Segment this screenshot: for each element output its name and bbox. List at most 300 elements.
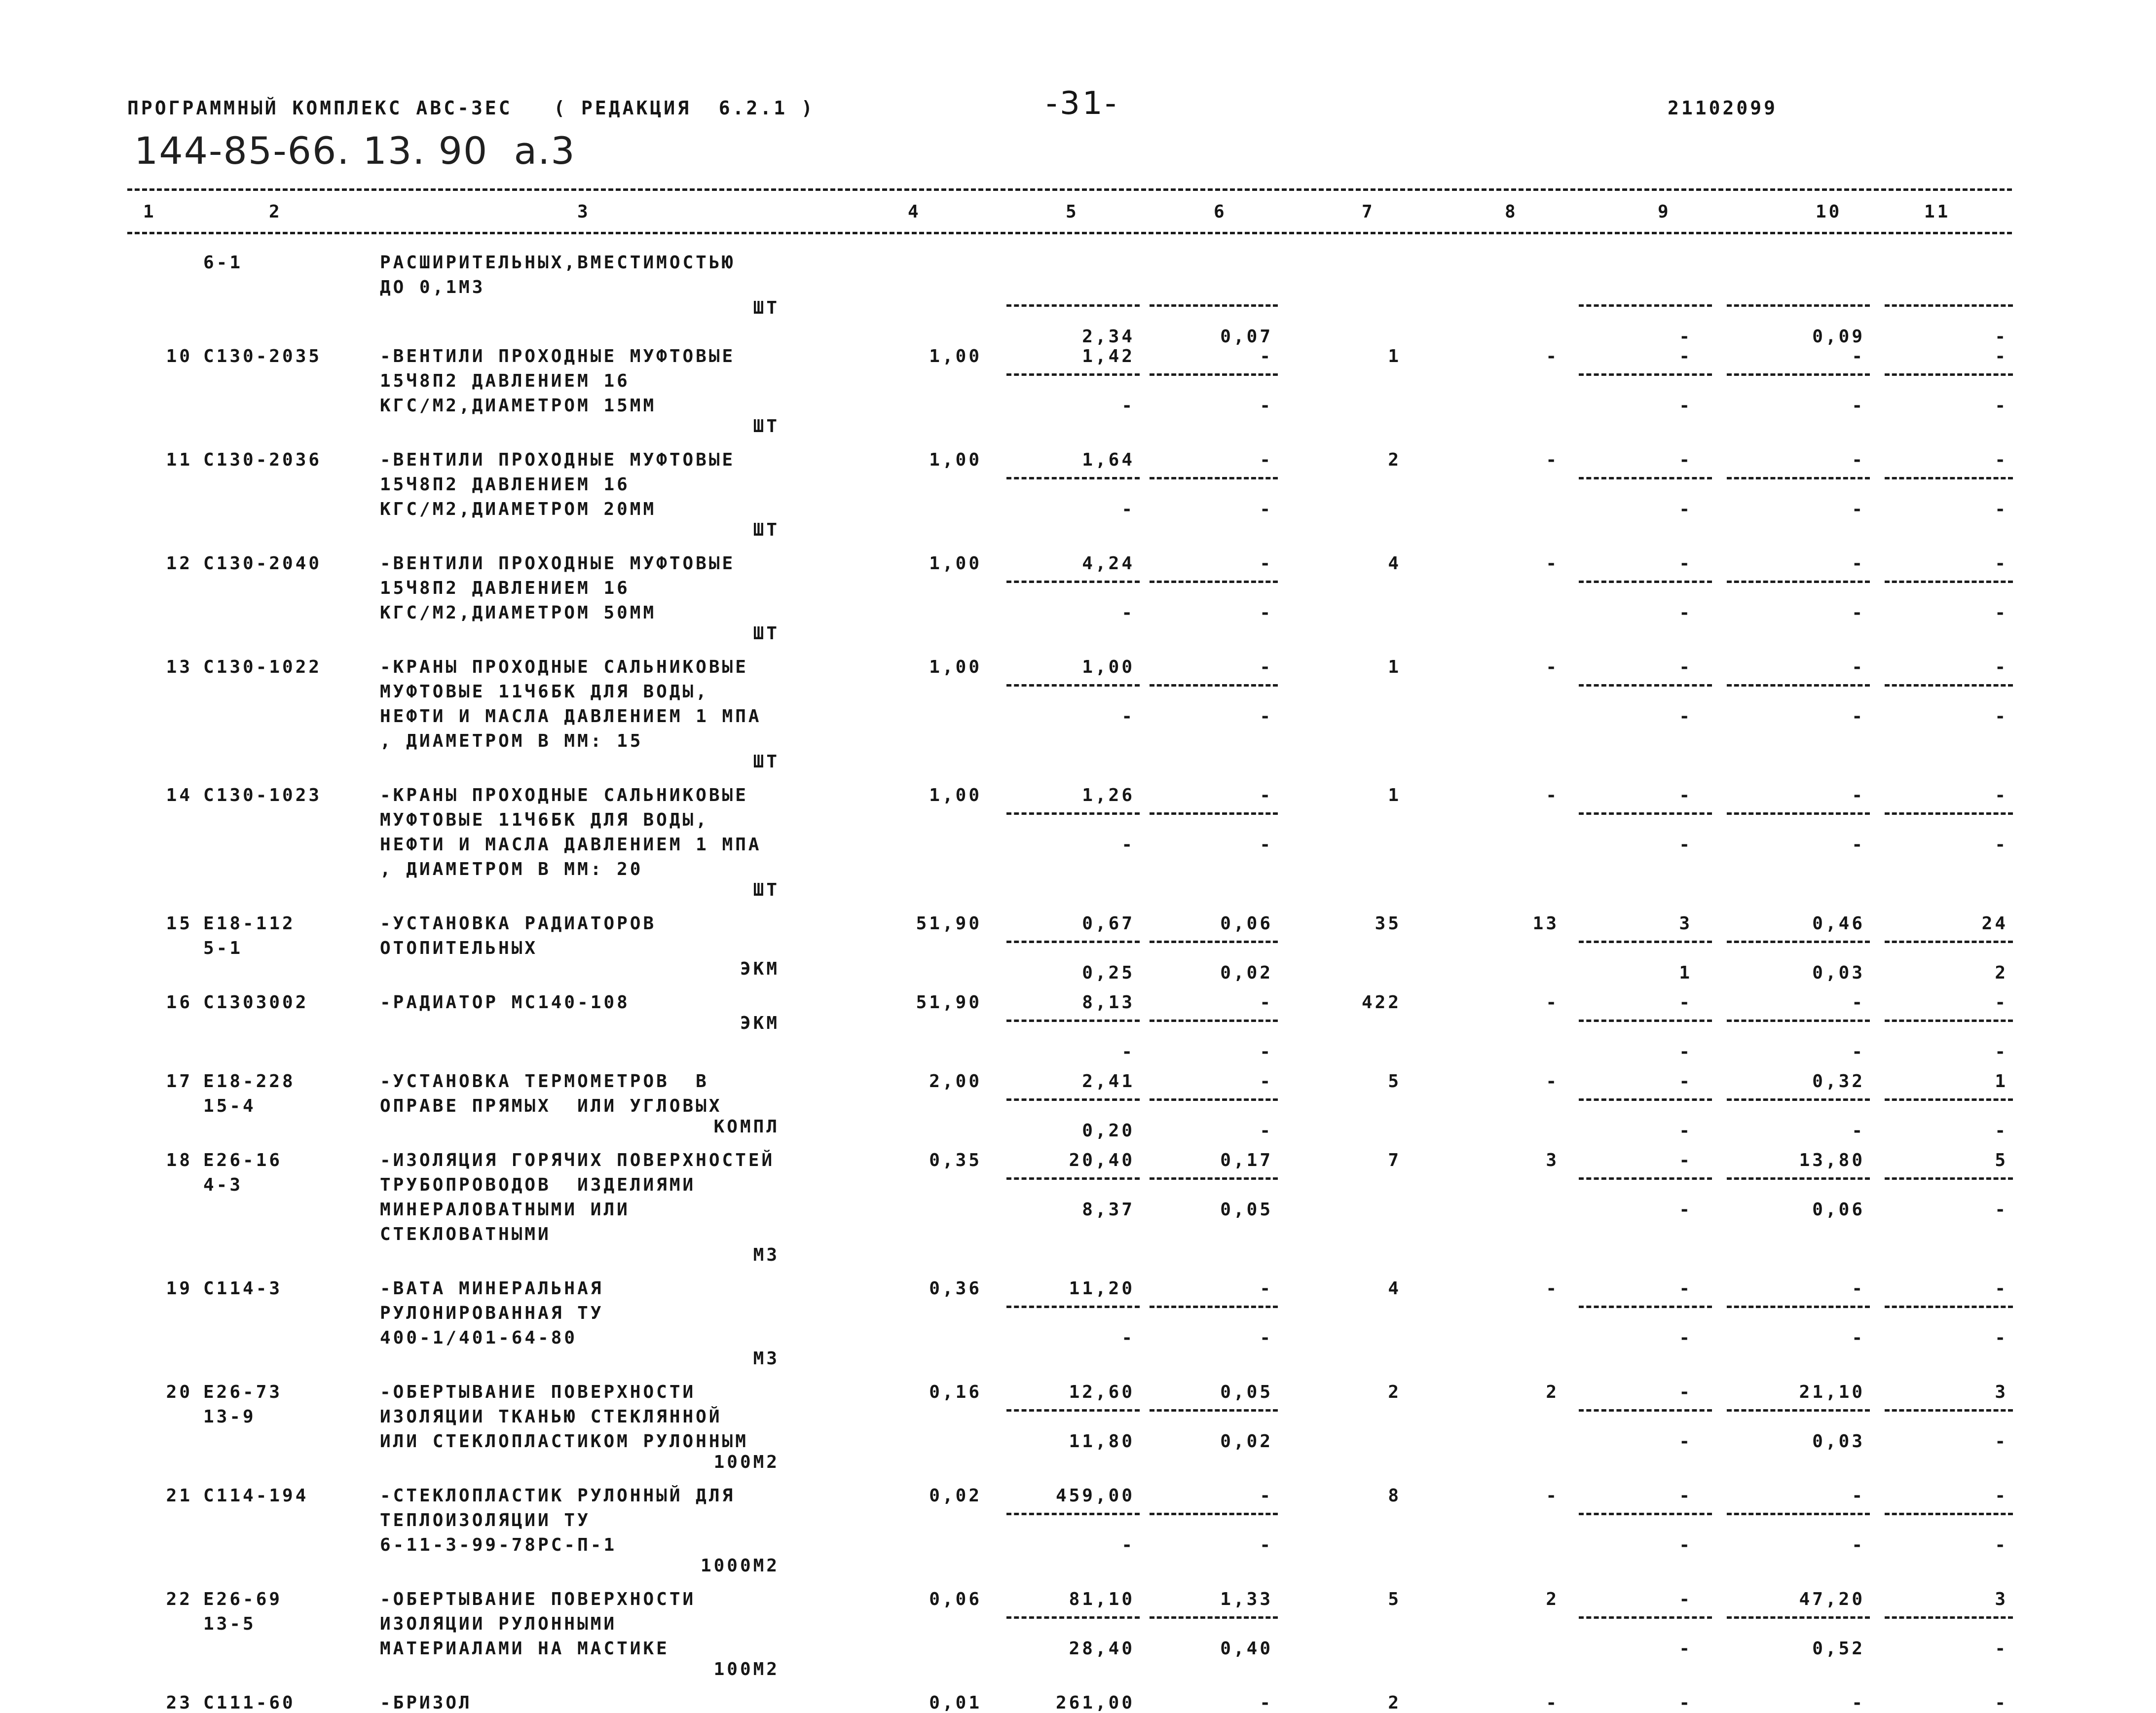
row-description-line: 15Ч8П2 ДАВЛЕНИЕМ 16 — [380, 371, 630, 391]
row-description-line: -КРАНЫ ПРОХОДНЫЕ САЛЬНИКОВЫЕ — [380, 785, 748, 805]
cell-divider — [1727, 812, 1870, 815]
labor-value: - — [1546, 553, 1559, 574]
cell-divider — [1150, 1020, 1278, 1022]
col11-bottom: 2 — [1995, 963, 2008, 983]
cell-divider — [1727, 1098, 1870, 1101]
cost-value-top: 4,24 — [1082, 553, 1135, 574]
col10-top: - — [1852, 992, 1865, 1013]
cell-divider — [1727, 373, 1870, 376]
qty-value: 1,00 — [929, 553, 982, 574]
cell-divider — [1885, 1177, 2013, 1180]
col9-bottom: - — [1679, 1535, 1692, 1555]
col9-bottom: - — [1679, 396, 1692, 416]
cell-divider — [1006, 684, 1140, 687]
row-code: С130-2035 — [203, 346, 322, 366]
row-description-line: ИЗОЛЯЦИИ ТКАНЬЮ СТЕКЛЯННОЙ — [380, 1407, 722, 1427]
cost-value-top: 11,20 — [1069, 1278, 1135, 1299]
total-value: 1 — [1388, 657, 1401, 677]
col10-top: 0,46 — [1812, 913, 1865, 934]
col10-bottom: - — [1852, 396, 1865, 416]
cost-machine-top: - — [1260, 1486, 1273, 1506]
col11-bottom: - — [1995, 327, 2008, 347]
column-header-11: 11 — [1924, 202, 1951, 222]
cell-divider — [1150, 1513, 1278, 1515]
cell-divider — [1006, 304, 1140, 307]
cell-divider — [1727, 1306, 1870, 1308]
col11-top: 5 — [1995, 1150, 2008, 1170]
col9-bottom: - — [1679, 1121, 1692, 1141]
cost-value-bottom: - — [1121, 603, 1135, 623]
row-code: Е26-73 — [203, 1382, 283, 1402]
qty-value: 1,00 — [929, 346, 982, 366]
row-description-line: МАТЕРИАЛАМИ НА МАСТИКЕ — [380, 1639, 669, 1659]
col11-top: - — [1995, 1486, 2008, 1506]
labor-value: 2 — [1546, 1382, 1559, 1402]
cost-machine-top: 0,05 — [1220, 1382, 1273, 1402]
cell-divider — [1150, 812, 1278, 815]
cost-value-top: 1,64 — [1082, 450, 1135, 470]
total-value: 1 — [1388, 346, 1401, 366]
col11-bottom: - — [1995, 1535, 2008, 1555]
row-description-line: -УСТАНОВКА РАДИАТОРОВ — [380, 913, 657, 934]
cell-divider — [1727, 581, 1870, 583]
cost-value-top: 20,40 — [1069, 1150, 1135, 1170]
cell-divider — [1579, 812, 1712, 815]
labor-value: 3 — [1546, 1150, 1559, 1170]
cost-machine-bottom: - — [1260, 1121, 1273, 1141]
total-value: 4 — [1388, 1278, 1401, 1299]
column-header-8: 8 — [1505, 202, 1518, 222]
row-code: С114-3 — [203, 1278, 283, 1299]
col10-top: - — [1852, 657, 1865, 677]
cell-divider — [1885, 941, 2013, 943]
row-description-line: 15Ч8П2 ДАВЛЕНИЕМ 16 — [380, 578, 630, 598]
cost-machine-top: - — [1260, 346, 1273, 366]
cell-divider — [1885, 1616, 2013, 1619]
col11-top: 1 — [1995, 1071, 2008, 1092]
row-code: Е26-69 — [203, 1589, 283, 1609]
cell-divider — [1006, 1513, 1140, 1515]
col9-top: - — [1679, 1589, 1692, 1609]
row-number: 16 — [166, 992, 192, 1013]
column-header-7: 7 — [1362, 202, 1375, 222]
row-code: 6-1 — [203, 253, 243, 273]
col9-bottom: - — [1679, 499, 1692, 519]
col10-top: - — [1852, 553, 1865, 574]
qty-value: 0,35 — [929, 1150, 982, 1170]
row-number: 22 — [166, 1589, 192, 1609]
cost-machine-bottom: - — [1260, 835, 1273, 855]
col11-bottom: - — [1995, 1431, 2008, 1452]
cell-divider — [1885, 477, 2013, 479]
col11-bottom: - — [1995, 603, 2008, 623]
row-code: С130-1023 — [203, 785, 322, 805]
cell-divider — [1727, 304, 1870, 307]
row-number: 14 — [166, 785, 192, 805]
row-description-line: РАСШИРИТЕЛЬНЫХ,ВМЕСТИМОСТЬЮ — [380, 253, 736, 273]
cell-divider — [1579, 1513, 1712, 1515]
row-description-line: -КРАНЫ ПРОХОДНЫЕ САЛЬНИКОВЫЕ — [380, 657, 748, 677]
row-description-line: ИЛИ СТЕКЛОПЛАСТИКОМ РУЛОННЫМ — [380, 1431, 748, 1452]
row-number: 13 — [166, 657, 192, 677]
cell-divider — [1006, 477, 1140, 479]
cost-value-bottom: - — [1121, 1328, 1135, 1348]
row-description-line: ДО 0,1М3 — [380, 277, 485, 297]
row-description-line: НЕФТИ И МАСЛА ДАВЛЕНИЕМ 1 МПА — [380, 835, 762, 855]
qty-value: 0,36 — [929, 1278, 982, 1299]
cost-value-top: 0,67 — [1082, 913, 1135, 934]
qty-value: 1,00 — [929, 657, 982, 677]
row-description-line: СТЕКЛОВАТНЫМИ — [380, 1224, 551, 1244]
cell-divider — [1727, 684, 1870, 687]
col11-bottom: - — [1995, 1042, 2008, 1062]
col11-bottom: - — [1995, 1639, 2008, 1659]
row-unit: КОМПЛ — [713, 1117, 780, 1137]
row-description-line: -БРИЗОЛ — [380, 1693, 472, 1713]
col10-top: - — [1852, 1486, 1865, 1506]
cost-machine-top: 1,33 — [1220, 1589, 1273, 1609]
labor-value: - — [1546, 1278, 1559, 1299]
cell-divider — [1579, 941, 1712, 943]
cell-divider — [1150, 477, 1278, 479]
col10-top: 0,32 — [1812, 1071, 1865, 1092]
col11-top: 24 — [1981, 913, 2008, 934]
cost-value-top: 12,60 — [1069, 1382, 1135, 1402]
cost-value-bottom: - — [1121, 835, 1135, 855]
cell-divider — [1006, 812, 1140, 815]
total-value: 2 — [1388, 450, 1401, 470]
cost-machine-bottom: - — [1260, 1042, 1273, 1062]
row-description-line: -ВЕНТИЛИ ПРОХОДНЫЕ МУФТОВЫЕ — [380, 450, 736, 470]
cell-divider — [1885, 373, 2013, 376]
cell-divider — [1006, 941, 1140, 943]
row-code: С130-2036 — [203, 450, 322, 470]
row-number: 21 — [166, 1486, 192, 1506]
row-number: 11 — [166, 450, 192, 470]
col11-top: 3 — [1995, 1382, 2008, 1402]
col10-bottom: - — [1852, 835, 1865, 855]
cell-divider — [1727, 1409, 1870, 1412]
cost-value-bottom: 0,20 — [1082, 1121, 1135, 1141]
col11-top: - — [1995, 992, 2008, 1013]
cost-value-top: 1,42 — [1082, 346, 1135, 366]
cost-machine-top: - — [1260, 1278, 1273, 1299]
cell-divider — [1150, 304, 1278, 307]
col9-top: 3 — [1679, 913, 1692, 934]
cell-divider — [1006, 1020, 1140, 1022]
cell-divider — [1885, 684, 2013, 687]
cost-value-top: 261,00 — [1055, 1693, 1135, 1713]
cell-divider — [1885, 1098, 2013, 1101]
col9-top: - — [1679, 1150, 1692, 1170]
col10-bottom: 0,06 — [1812, 1200, 1865, 1220]
row-description-line: ИЗОЛЯЦИИ РУЛОННЫМИ — [380, 1614, 617, 1634]
row-description-line: КГС/М2,ДИАМЕТРОМ 15ММ — [380, 396, 657, 416]
qty-value: 51,90 — [916, 992, 982, 1013]
col9-bottom: 1 — [1679, 963, 1692, 983]
labor-value: - — [1546, 1693, 1559, 1713]
cell-divider — [1885, 812, 2013, 815]
row-number: 18 — [166, 1150, 192, 1170]
labor-value: - — [1546, 657, 1559, 677]
cell-divider — [1579, 373, 1712, 376]
row-unit: 100М2 — [713, 1659, 780, 1679]
cost-value-bottom: - — [1121, 499, 1135, 519]
total-value: 8 — [1388, 1486, 1401, 1506]
cell-divider — [1150, 1306, 1278, 1308]
cost-machine-bottom: - — [1260, 706, 1273, 727]
col9-top: - — [1679, 1382, 1692, 1402]
cost-value-bottom: 0,25 — [1082, 963, 1135, 983]
cell-divider — [1579, 477, 1712, 479]
labor-value: - — [1546, 1071, 1559, 1092]
column-header-4: 4 — [908, 202, 921, 222]
col10-top: - — [1852, 1693, 1865, 1713]
header-rule-top — [127, 188, 2012, 191]
row-code: С130-1022 — [203, 657, 322, 677]
cell-divider — [1006, 1177, 1140, 1180]
cost-machine-top: - — [1260, 553, 1273, 574]
col10-top: 21,10 — [1799, 1382, 1865, 1402]
cost-machine-bottom: - — [1260, 1535, 1273, 1555]
column-header-10: 10 — [1816, 202, 1842, 222]
row-unit: ШТ — [753, 880, 780, 900]
total-value: 7 — [1388, 1150, 1401, 1170]
row-description-line: ТРУБОПРОВОДОВ ИЗДЕЛИЯМИ — [380, 1175, 696, 1195]
row-description-line: -РАДИАТОР МС140-108 — [380, 992, 630, 1013]
row-code-secondary: 13-5 — [203, 1614, 256, 1634]
col10-bottom: - — [1852, 706, 1865, 727]
col10-bottom: 0,03 — [1812, 1431, 1865, 1452]
cost-value-bottom: - — [1121, 1042, 1135, 1062]
col10-top: - — [1852, 1278, 1865, 1299]
row-code: С114-194 — [203, 1486, 309, 1506]
cell-divider — [1885, 1020, 2013, 1022]
col9-top: - — [1679, 992, 1692, 1013]
column-header-6: 6 — [1214, 202, 1227, 222]
row-number: 17 — [166, 1071, 192, 1092]
cell-divider — [1579, 1098, 1712, 1101]
qty-value: 0,16 — [929, 1382, 982, 1402]
cell-divider — [1006, 581, 1140, 583]
cell-divider — [1150, 1177, 1278, 1180]
cost-machine-top: - — [1260, 785, 1273, 805]
cost-machine-bottom: 0,02 — [1220, 1431, 1273, 1452]
row-code: Е18-112 — [203, 913, 296, 934]
row-code: Е18-228 — [203, 1071, 296, 1092]
cost-machine-bottom: - — [1260, 603, 1273, 623]
cost-machine-bottom: - — [1260, 1328, 1273, 1348]
total-value: 422 — [1361, 992, 1401, 1013]
col10-top: 13,80 — [1799, 1150, 1865, 1170]
cell-divider — [1150, 941, 1278, 943]
row-unit: ШТ — [753, 752, 780, 772]
row-description-line: ОПРАВЕ ПРЯМЫХ ИЛИ УГЛОВЫХ — [380, 1096, 722, 1116]
row-number: 20 — [166, 1382, 192, 1402]
cell-divider — [1150, 1616, 1278, 1619]
cell-divider — [1579, 304, 1712, 307]
labor-value: - — [1546, 346, 1559, 366]
row-unit: М3 — [753, 1349, 780, 1369]
row-description-line: 6-11-3-99-78РС-П-1 — [380, 1535, 617, 1555]
col10-bottom: - — [1852, 603, 1865, 623]
total-value: 5 — [1388, 1589, 1401, 1609]
labor-value: - — [1546, 1486, 1559, 1506]
col10-top: - — [1852, 346, 1865, 366]
cell-divider — [1150, 1098, 1278, 1101]
row-description-line: ОТОПИТЕЛЬНЫХ — [380, 938, 538, 958]
cell-divider — [1579, 581, 1712, 583]
col11-top: - — [1995, 450, 2008, 470]
row-description-line: 400-1/401-64-80 — [380, 1328, 578, 1348]
row-unit: ЭКМ — [740, 959, 780, 979]
cost-value-bottom: 2,34 — [1082, 327, 1135, 347]
document-code: 21102099 — [1668, 97, 1778, 119]
col11-top: - — [1995, 553, 2008, 574]
cell-divider — [1727, 1513, 1870, 1515]
qty-value: 1,00 — [929, 785, 982, 805]
cost-machine-bottom: - — [1260, 499, 1273, 519]
col9-bottom: - — [1679, 706, 1692, 727]
row-description-line: -УСТАНОВКА ТЕРМОМЕТРОВ В — [380, 1071, 709, 1092]
row-description-line: -ВЕНТИЛИ ПРОХОДНЫЕ МУФТОВЫЕ — [380, 553, 736, 574]
col10-top: - — [1852, 785, 1865, 805]
cell-divider — [1006, 1098, 1140, 1101]
col9-top: - — [1679, 1486, 1692, 1506]
row-unit: ЭКМ — [740, 1013, 780, 1033]
qty-value: 1,00 — [929, 450, 982, 470]
col9-top: - — [1679, 1693, 1692, 1713]
total-value: 1 — [1388, 785, 1401, 805]
column-header-9: 9 — [1658, 202, 1671, 222]
qty-value: 51,90 — [916, 913, 982, 934]
row-description-line: 15Ч8П2 ДАВЛЕНИЕМ 16 — [380, 474, 630, 495]
labor-value: 2 — [1546, 1589, 1559, 1609]
col9-bottom: - — [1679, 1328, 1692, 1348]
col11-bottom: - — [1995, 499, 2008, 519]
row-code-secondary: 15-4 — [203, 1096, 256, 1116]
cell-divider — [1579, 1177, 1712, 1180]
cost-value-bottom: 8,37 — [1082, 1200, 1135, 1220]
cell-divider — [1006, 1616, 1140, 1619]
cell-divider — [1006, 1306, 1140, 1308]
cell-divider — [1150, 373, 1278, 376]
cost-value-top: 81,10 — [1069, 1589, 1135, 1609]
col9-bottom: - — [1679, 603, 1692, 623]
col11-top: - — [1995, 1693, 2008, 1713]
row-description-line: КГС/М2,ДИАМЕТРОМ 50ММ — [380, 603, 657, 623]
row-unit: ШТ — [753, 520, 780, 540]
col9-top: - — [1679, 553, 1692, 574]
col10-bottom: 0,03 — [1812, 963, 1865, 983]
col10-bottom: - — [1852, 1535, 1865, 1555]
cell-divider — [1579, 1616, 1712, 1619]
col10-bottom: 0,52 — [1812, 1639, 1865, 1659]
cost-value-top: 1,26 — [1082, 785, 1135, 805]
cell-divider — [1885, 1306, 2013, 1308]
row-unit: ШТ — [753, 623, 780, 644]
column-header-3: 3 — [577, 202, 591, 222]
col10-bottom: 0,09 — [1812, 327, 1865, 347]
row-code: С111-60 — [203, 1693, 296, 1713]
cell-divider — [1006, 1409, 1140, 1412]
row-description-line: -СТЕКЛОПЛАСТИК РУЛОННЫЙ ДЛЯ — [380, 1486, 736, 1506]
cell-divider — [1727, 1177, 1870, 1180]
program-header: ПРОГРАММНЫЙ КОМПЛЕКС АВС-3ЕС ( РЕДАКЦИЯ 6.2.1 ) — [127, 97, 815, 119]
col10-top: 47,20 — [1799, 1589, 1865, 1609]
col9-top: - — [1679, 657, 1692, 677]
cell-divider — [1885, 1513, 2013, 1515]
row-number: 23 — [166, 1693, 192, 1713]
cost-value-top: 2,41 — [1082, 1071, 1135, 1092]
row-code: С1303002 — [203, 992, 309, 1013]
col11-bottom: - — [1995, 1121, 2008, 1141]
col11-bottom: - — [1995, 396, 2008, 416]
cost-machine-bottom: 0,05 — [1220, 1200, 1273, 1220]
col11-top: - — [1995, 1278, 2008, 1299]
total-value: 35 — [1375, 913, 1401, 934]
row-description-line: -ВАТА МИНЕРАЛЬНАЯ — [380, 1278, 604, 1299]
cell-divider — [1579, 684, 1712, 687]
col11-bottom: - — [1995, 835, 2008, 855]
col10-top: - — [1852, 450, 1865, 470]
row-description-line: , ДИАМЕТРОМ В ММ: 20 — [380, 859, 643, 879]
header-rule-bottom — [127, 232, 2012, 234]
cell-divider — [1579, 1306, 1712, 1308]
cost-machine-top: - — [1260, 1071, 1273, 1092]
qty-value: 0,06 — [929, 1589, 982, 1609]
row-number: 12 — [166, 553, 192, 574]
cost-value-bottom: - — [1121, 396, 1135, 416]
col11-bottom: - — [1995, 1200, 2008, 1220]
row-description-line: МИНЕРАЛОВАТНЫМИ ИЛИ — [380, 1200, 630, 1220]
cost-value-top: 1,00 — [1082, 657, 1135, 677]
handwritten-note: 144-85-66. 13. 90 а.3 — [134, 129, 576, 173]
row-description-line: МУФТОВЫЕ 11Ч6БК ДЛЯ ВОДЫ, — [380, 682, 709, 702]
row-description-line: НЕФТИ И МАСЛА ДАВЛЕНИЕМ 1 МПА — [380, 706, 762, 727]
cell-divider — [1885, 304, 2013, 307]
row-code-secondary: 5-1 — [203, 938, 243, 958]
row-unit: ШТ — [753, 416, 780, 437]
row-description-line: -ОБЕРТЫВАНИЕ ПОВЕРХНОСТИ — [380, 1589, 696, 1609]
col11-top: - — [1995, 346, 2008, 366]
row-description-line: ТЕПЛОИЗОЛЯЦИИ ТУ — [380, 1510, 591, 1531]
row-number: 15 — [166, 913, 192, 934]
cost-value-bottom: 28,40 — [1069, 1639, 1135, 1659]
total-value: 4 — [1388, 553, 1401, 574]
cell-divider — [1885, 581, 2013, 583]
col9-bottom: - — [1679, 835, 1692, 855]
cost-machine-bottom: 0,40 — [1220, 1639, 1273, 1659]
row-unit: ШТ — [753, 298, 780, 318]
col11-top: 3 — [1995, 1589, 2008, 1609]
cell-divider — [1579, 1409, 1712, 1412]
column-header-5: 5 — [1066, 202, 1079, 222]
cell-divider — [1006, 373, 1140, 376]
row-unit: М3 — [753, 1245, 780, 1265]
cell-divider — [1150, 1409, 1278, 1412]
row-description-line: -ИЗОЛЯЦИЯ ГОРЯЧИХ ПОВЕРХНОСТЕЙ — [380, 1150, 775, 1170]
cost-machine-top: - — [1260, 1693, 1273, 1713]
column-header-1: 1 — [143, 202, 156, 222]
row-description-line: РУЛОНИРОВАННАЯ ТУ — [380, 1303, 604, 1323]
labor-value: - — [1546, 450, 1559, 470]
cell-divider — [1885, 1409, 2013, 1412]
col10-bottom: - — [1852, 1042, 1865, 1062]
col11-top: - — [1995, 657, 2008, 677]
cost-machine-top: - — [1260, 450, 1273, 470]
row-code-secondary: 13-9 — [203, 1407, 256, 1427]
